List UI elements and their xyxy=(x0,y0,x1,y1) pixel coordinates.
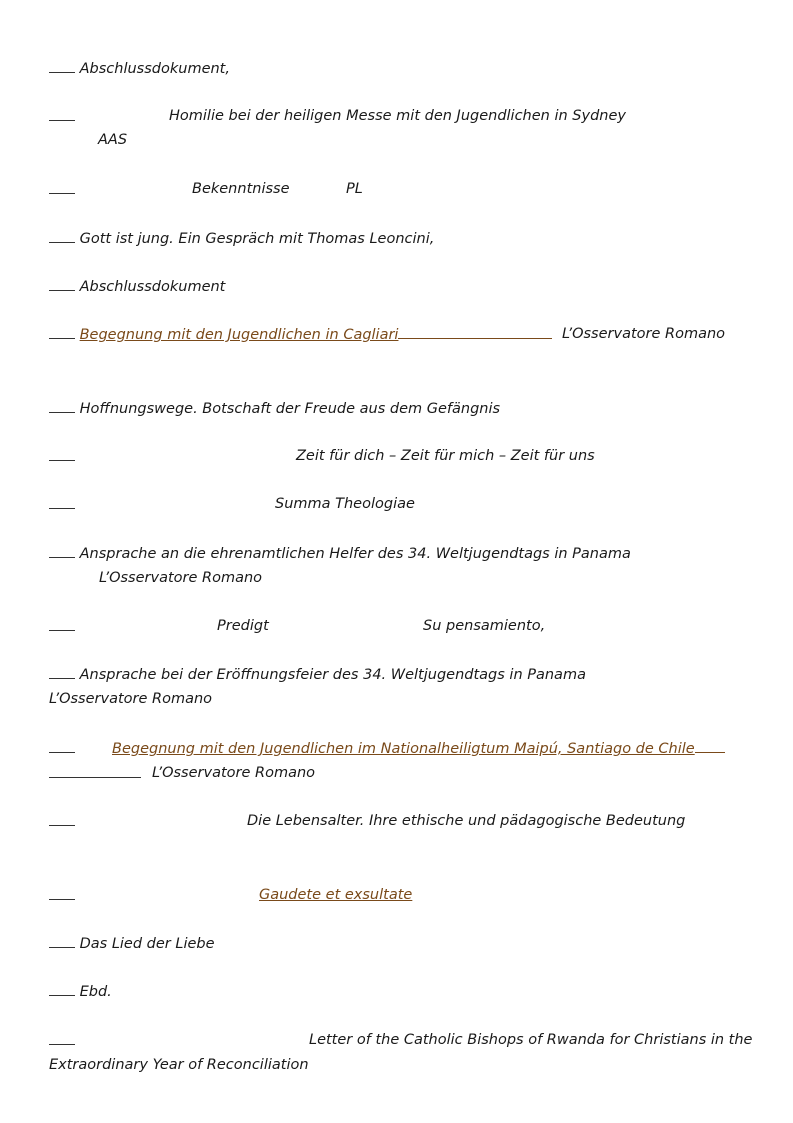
blank-line xyxy=(49,277,75,291)
entry-continued xyxy=(49,764,141,783)
entry-text: Abschlussdokument, xyxy=(79,61,230,77)
entry-text: Gott ist jung. Ein Gespräch mit Thomas Leoncini, xyxy=(79,231,435,247)
blank-line xyxy=(49,886,75,900)
entry-text: Predigt xyxy=(217,618,269,634)
entry-link-wrap xyxy=(112,739,725,758)
blank-line xyxy=(49,59,75,73)
entry-text: Homilie bei der heiligen Messe mit den Jugendlichen in Sydney xyxy=(169,108,626,124)
blank-line xyxy=(49,1031,75,1045)
entry-text: Ansprache an die ehrenamtlichen Helfer des 34. Weltjugendtags in Panama xyxy=(79,546,631,562)
entry-source: L’Osservatore Romano xyxy=(99,570,263,586)
entry-text: Summa Theologiae xyxy=(275,496,415,512)
entry-source: L’Osservatore Romano xyxy=(152,765,316,781)
blank-line xyxy=(49,934,75,948)
blank-line xyxy=(49,812,75,826)
blank-line xyxy=(49,399,75,413)
entry-link[interactable]: Begegnung mit den Jugendlichen in Cagliari xyxy=(79,327,399,343)
bibliography-entry xyxy=(49,447,75,466)
blank-line xyxy=(49,107,75,121)
bibliography-entry xyxy=(49,277,225,296)
entry-link[interactable]: Gaudete et exsultate xyxy=(259,887,413,903)
bibliography-entry xyxy=(49,544,631,563)
link-underline xyxy=(695,739,725,753)
bibliography-entry xyxy=(49,59,230,78)
blank-line xyxy=(49,617,75,631)
bibliography-entry xyxy=(49,495,75,514)
bibliography-entry xyxy=(49,1031,75,1050)
entry-text: Das Lied der Liebe xyxy=(79,936,215,952)
bibliography-entry xyxy=(49,982,112,1001)
bibliography-entry xyxy=(49,886,75,905)
blank-line xyxy=(49,739,75,753)
bibliography-entry xyxy=(49,229,434,248)
bibliography-entry xyxy=(49,325,552,344)
blank-line xyxy=(49,764,141,778)
blank-line xyxy=(49,665,75,679)
bibliography-entry xyxy=(49,739,75,758)
entry-text: Bekenntnisse xyxy=(192,181,290,197)
entry-source: Su pensamiento, xyxy=(423,618,546,634)
entry-text: Letter of the Catholic Bishops of Rwanda for Christians in the xyxy=(309,1032,753,1048)
blank-line xyxy=(49,982,75,996)
bibliography-entry xyxy=(49,934,215,953)
bibliography-entry xyxy=(49,812,75,831)
entry-text: Die Lebensalter. Ihre ethische und pädagogische Bedeutung xyxy=(247,813,686,829)
entry-link[interactable]: Begegnung mit den Jugendlichen im Nationalheiligtum Maipú, Santiago de Chile xyxy=(112,741,695,757)
blank-line xyxy=(49,180,75,194)
blank-line xyxy=(49,325,75,339)
blank-line xyxy=(49,544,75,558)
bibliography-entry xyxy=(49,617,75,636)
link-underline xyxy=(398,325,552,339)
entry-text: Zeit für dich – Zeit für mich – Zeit für uns xyxy=(296,448,595,464)
entry-text-continued: Extraordinary Year of Reconciliation xyxy=(49,1057,309,1073)
entry-text: Ebd. xyxy=(79,984,112,1000)
entry-text: Abschlussdokument xyxy=(79,279,226,295)
entry-text: Hoffnungswege. Botschaft der Freude aus dem Gefängnis xyxy=(79,401,501,417)
entry-source: PL xyxy=(346,181,363,197)
entry-source: L’Osservatore Romano xyxy=(562,326,726,342)
entry-text: Ansprache bei der Eröffnungsfeier des 34. Weltjugendtags in Panama xyxy=(79,667,586,683)
bibliography-entry xyxy=(49,399,500,418)
blank-line xyxy=(49,495,75,509)
bibliography-entry xyxy=(49,180,75,199)
entry-source: L’Osservatore Romano xyxy=(49,691,213,707)
blank-line xyxy=(49,229,75,243)
blank-line xyxy=(49,447,75,461)
entry-text-continued: AAS xyxy=(98,132,128,148)
bibliography-entry xyxy=(49,107,75,126)
bibliography-entry xyxy=(49,665,586,684)
